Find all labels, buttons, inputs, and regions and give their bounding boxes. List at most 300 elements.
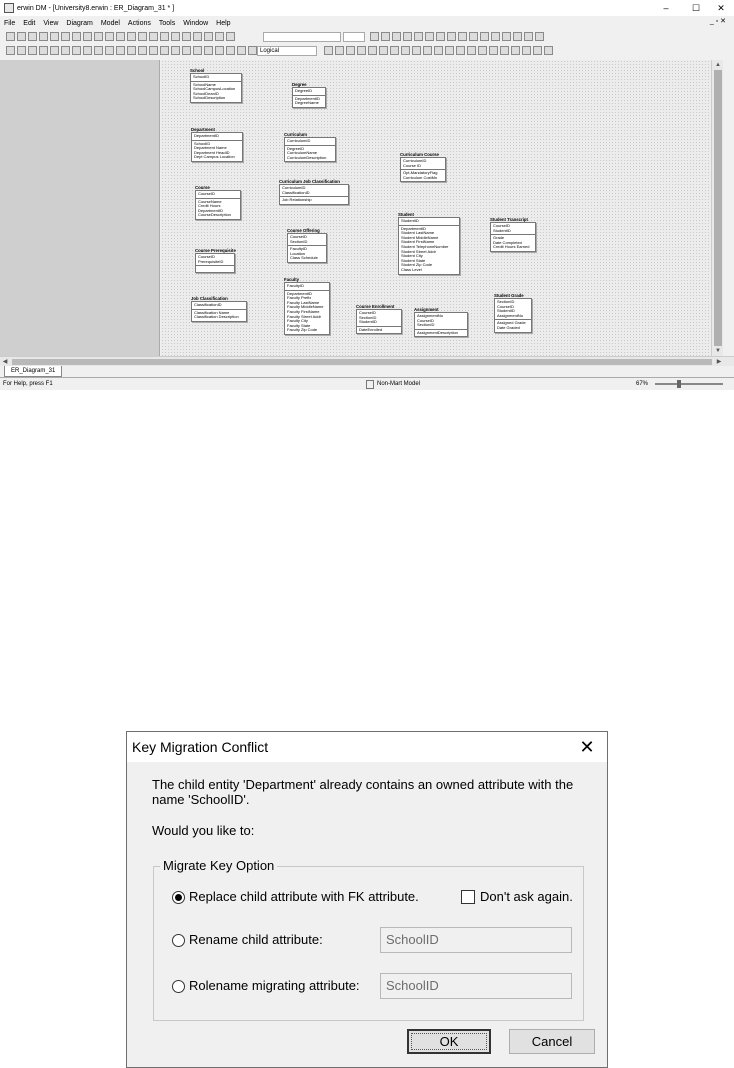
attribute-section	[491, 235, 535, 251]
toolbar-button-icon[interactable]	[215, 46, 224, 55]
toolbar-button-icon[interactable]	[370, 32, 379, 41]
attribute: SchoolName	[193, 82, 216, 87]
attribute-section	[192, 141, 242, 161]
scroll-right-icon[interactable]: ▶	[716, 359, 722, 365]
attribute: Student State	[401, 258, 426, 263]
attribute: Date Graded	[497, 325, 520, 330]
attribute: Credit Hours	[198, 204, 221, 209]
toolbar-button-icon[interactable]	[458, 32, 467, 41]
entity-name: Department	[191, 127, 215, 132]
entity-student-transcript[interactable]	[490, 217, 536, 252]
migrate-key-option-group	[153, 858, 584, 1021]
model-explorer-pane	[0, 60, 160, 356]
key-migration-conflict-dialog	[126, 731, 608, 1068]
toolbar-button-icon[interactable]	[357, 46, 366, 55]
pk-attribute: CourseID	[359, 311, 376, 315]
dont-ask-again-checkbox[interactable]	[461, 890, 475, 904]
entity-job-classification[interactable]	[191, 296, 247, 322]
primary-key-section	[192, 302, 246, 310]
toolbar-button-icon[interactable]	[94, 46, 103, 55]
status-help-text: For Help, press F1	[3, 381, 53, 387]
toolbar-button-icon[interactable]	[50, 32, 59, 41]
entity-name: Student	[398, 212, 414, 217]
entity-box	[279, 184, 349, 205]
toolbar-button-icon[interactable]	[138, 46, 147, 55]
attribute: Student MiddleName	[401, 235, 439, 240]
attribute: Faculty Prefix	[287, 296, 312, 301]
display-level-select[interactable]: Logical	[257, 46, 317, 56]
dialog-close-icon[interactable]: ✕	[579, 737, 595, 757]
group-label: Migrate Key Option	[160, 858, 277, 873]
entity-name: Curriculum Job Classification	[279, 179, 340, 184]
entity-assignment[interactable]	[414, 307, 468, 337]
attribute: SchoolDescription	[193, 96, 226, 101]
toolbar-button-icon[interactable]	[72, 46, 81, 55]
attribute-section	[285, 291, 329, 334]
menu-tools[interactable]: Tools	[158, 19, 176, 27]
pk-attribute: DepartmentID	[194, 134, 219, 138]
toolbar-button-icon[interactable]	[61, 46, 70, 55]
attribute: Student City	[401, 254, 423, 259]
toolbar-button-icon[interactable]	[193, 32, 202, 41]
entity-box	[414, 312, 468, 337]
attribute-section	[280, 197, 348, 204]
attribute: Faculty LastName	[287, 300, 320, 305]
attribute: Department Name	[194, 146, 227, 151]
attribute: Dept Campus Location	[194, 155, 235, 160]
attribute: Department HeadID	[194, 150, 230, 155]
attribute: SchoolID	[194, 141, 211, 146]
attribute-section	[192, 310, 246, 321]
vertical-scrollbar[interactable]	[711, 60, 723, 356]
entity-name: Curriculum Course	[400, 152, 439, 157]
attribute-section	[293, 96, 325, 107]
primary-key-section	[196, 254, 234, 266]
toolbar-row-1	[0, 31, 734, 43]
pk-attribute: CourseID	[497, 304, 514, 309]
toolbar-button-icon[interactable]	[72, 32, 81, 41]
entity-course-prerequisite[interactable]	[195, 248, 235, 273]
entity-course-enrollment[interactable]	[356, 304, 402, 334]
toolbar-button-icon[interactable]	[335, 46, 344, 55]
entity-curriculum[interactable]	[284, 132, 336, 162]
toolbar-button-icon[interactable]	[390, 46, 399, 55]
entity-box	[195, 190, 241, 220]
entity-box	[287, 233, 327, 263]
ok-button-label: OK	[439, 1034, 459, 1049]
cancel-button[interactable]: Cancel	[509, 1029, 595, 1054]
entity-school[interactable]	[190, 68, 242, 103]
attribute: SchoolDeanID	[193, 91, 219, 96]
attribute-section	[415, 330, 467, 337]
toolbar-button-icon[interactable]	[171, 46, 180, 55]
toolbar-button-icon[interactable]	[434, 46, 443, 55]
toolbar-button-icon[interactable]	[83, 32, 92, 41]
attribute: Student Zip Code	[401, 263, 433, 268]
attribute: CourseName	[198, 199, 222, 204]
attribute: Credit Hours Earned	[493, 245, 530, 250]
toolbar-button-icon[interactable]	[127, 46, 136, 55]
entity-name: Course Offering	[287, 228, 320, 233]
attribute: DepartmentID	[287, 291, 312, 296]
toolbar-button-icon[interactable]	[436, 32, 445, 41]
entity-department[interactable]	[191, 127, 243, 162]
attribute: DegreeName	[295, 101, 319, 106]
attribute: Classification Name	[194, 310, 230, 315]
scroll-up-icon[interactable]: ▲	[715, 62, 721, 68]
entity-box	[191, 132, 243, 162]
toolbar-button-icon[interactable]	[237, 46, 246, 55]
attribute-section	[357, 327, 401, 334]
toolbar-button-icon[interactable]	[544, 46, 553, 55]
pk-attribute: StudentID	[493, 228, 511, 233]
toolbar-button-icon[interactable]	[401, 46, 410, 55]
window-title: erwin DM - [University8.erwin : ER_Diagram_31 * ]	[17, 4, 175, 12]
minimize-button[interactable]: –	[663, 3, 669, 13]
replace-child-attribute-radio[interactable]	[172, 891, 185, 904]
attribute: Student FirstName	[401, 240, 435, 245]
primary-key-section	[192, 133, 242, 141]
entity-name: Student Grade	[494, 293, 524, 298]
entity-course-offering[interactable]	[287, 228, 327, 263]
horizontal-scroll-thumb[interactable]	[12, 359, 712, 365]
primary-key-section	[288, 234, 326, 246]
pk-attribute: SectionID	[497, 300, 515, 304]
title-bar	[0, 0, 734, 16]
toolbar-button-icon[interactable]	[392, 32, 401, 41]
attribute: Faculty MiddleName	[287, 305, 324, 310]
toolbar-button-icon[interactable]	[489, 46, 498, 55]
attribute: Grade	[493, 236, 505, 241]
attribute-section	[191, 82, 241, 102]
attribute-section	[495, 320, 531, 331]
entity-box	[494, 298, 532, 333]
pk-attribute: CourseID	[198, 192, 215, 196]
toolbar-button-icon[interactable]	[478, 46, 487, 55]
rolename-migrating-attribute-input[interactable]: SchoolID	[380, 973, 572, 999]
attribute: Student LastName	[401, 231, 435, 236]
attribute: Student Street Addr	[401, 249, 436, 254]
toolbar-button-icon[interactable]	[491, 32, 500, 41]
toolbar-button-icon[interactable]	[467, 46, 476, 55]
pk-attribute: CourseID	[290, 235, 307, 239]
entity-student-grade[interactable]	[494, 293, 532, 333]
toolbar-button-icon[interactable]	[116, 46, 125, 55]
toolbar-button-icon[interactable]	[17, 46, 26, 55]
menu-model[interactable]: Model	[100, 19, 120, 27]
attribute: Opt-MandatoryFlag	[403, 171, 438, 176]
diagram-canvas[interactable]	[161, 60, 711, 356]
pk-attribute: AssignmentNo	[497, 313, 524, 318]
erwin-app-window	[0, 0, 734, 390]
attribute: Class Level	[401, 267, 422, 272]
entity-box	[292, 87, 326, 108]
menu-view[interactable]: View	[43, 19, 59, 27]
entity-curriculum-job-classification[interactable]	[279, 179, 349, 205]
entity-box	[284, 282, 330, 335]
vertical-scroll-thumb[interactable]	[714, 70, 722, 346]
toolbar-button-icon[interactable]	[447, 32, 456, 41]
font-name-select[interactable]	[263, 32, 341, 42]
attribute: Faculty City	[287, 319, 308, 324]
entity-curriculum-course[interactable]	[400, 152, 446, 182]
toolbar-button-icon[interactable]	[381, 32, 390, 41]
toolbar-button-icon[interactable]	[502, 32, 511, 41]
attribute: CourseDescription	[198, 213, 231, 218]
toolbar-button-icon[interactable]	[105, 32, 114, 41]
toolbar-button-icon[interactable]	[226, 32, 235, 41]
attribute: Classification Description	[194, 315, 239, 320]
toolbar-button-icon[interactable]	[425, 32, 434, 41]
pk-attribute: SchoolID	[193, 75, 210, 79]
pk-attribute: CourseID	[493, 224, 510, 228]
pk-attribute: CurriculumID	[287, 139, 311, 143]
attribute: DegreeID	[287, 146, 305, 151]
pk-attribute: ClassificationID	[282, 190, 310, 195]
primary-key-section	[191, 74, 241, 82]
toolbar-button-icon[interactable]	[513, 32, 522, 41]
status-bar	[0, 378, 734, 390]
toolbar-button-icon[interactable]	[204, 46, 213, 55]
dialog-title: Key Migration Conflict	[127, 732, 607, 762]
status-zoom-level: 67%	[636, 381, 649, 387]
toolbar-button-icon[interactable]	[149, 46, 158, 55]
attribute: AssignmentDescription	[417, 330, 458, 335]
dialog-message: The child entity 'Department' already contains an owned attribute with the name 'SchoolID'.	[152, 777, 574, 807]
entity-name: School	[190, 68, 205, 73]
scroll-down-icon[interactable]: ▼	[715, 348, 721, 354]
toolbar-row-2	[0, 45, 734, 57]
maximize-button[interactable]: ☐	[691, 3, 701, 13]
attribute-section	[196, 266, 234, 272]
entity-name: Course Prerequisite	[195, 248, 236, 253]
pk-attribute: Course ID	[403, 163, 422, 168]
zoom-slider-handle[interactable]	[677, 380, 681, 388]
toolbar-button-icon[interactable]	[149, 32, 158, 41]
pk-attribute: CourseID	[198, 255, 215, 259]
toolbar-button-icon[interactable]	[248, 46, 257, 55]
toolbar-button-icon[interactable]	[423, 46, 432, 55]
toolbar-button-icon[interactable]	[403, 32, 412, 41]
attribute: Faculty Street Addr	[287, 314, 322, 319]
toolbar-button-icon[interactable]	[160, 32, 169, 41]
attribute-section	[196, 199, 240, 219]
toolbar-button-icon[interactable]	[368, 46, 377, 55]
attribute: SchoolCampusLocation	[193, 87, 236, 92]
rolename-migrating-attribute-radio[interactable]	[172, 980, 185, 993]
entity-name: Faculty	[284, 277, 300, 282]
replace-child-attribute-label[interactable]: Replace child attribute with FK attribute.	[189, 889, 419, 904]
toolbar-button-icon[interactable]	[533, 46, 542, 55]
toolbar-button-icon[interactable]	[456, 46, 465, 55]
attribute: Faculty State	[287, 323, 311, 328]
entity-box	[400, 157, 446, 182]
entity-name: Course Enrollment	[356, 304, 395, 309]
toolbar-button-icon[interactable]	[324, 46, 333, 55]
toolbar-button-icon[interactable]	[511, 46, 520, 55]
primary-key-section	[495, 299, 531, 320]
toolbar-button-icon[interactable]	[226, 46, 235, 55]
toolbar-button-icon[interactable]	[39, 32, 48, 41]
attribute: Location	[290, 251, 306, 256]
attribute: DepartmentID	[401, 226, 426, 231]
toolbar-button-icon[interactable]	[105, 46, 114, 55]
toolbar-button-icon[interactable]	[204, 32, 213, 41]
toolbar-button-icon[interactable]	[535, 32, 544, 41]
toolbar-button-icon[interactable]	[522, 46, 531, 55]
primary-key-section	[399, 218, 459, 226]
toolbar-button-icon[interactable]	[182, 32, 191, 41]
menu-edit[interactable]: Edit	[23, 19, 36, 27]
attribute: DepartmentID	[295, 96, 320, 101]
toolbar-button-icon[interactable]	[445, 46, 454, 55]
close-window-button[interactable]: ✕	[717, 3, 725, 13]
attribute: Job Relationship	[282, 198, 312, 203]
primary-key-section	[196, 191, 240, 199]
horizontal-scrollbar[interactable]	[0, 356, 734, 366]
menu-help[interactable]: Help	[216, 19, 231, 27]
diagram-tab-strip	[0, 366, 734, 378]
erwin-app-icon	[4, 3, 14, 13]
entity-course[interactable]	[195, 185, 241, 220]
entity-name: Course	[195, 185, 210, 190]
scroll-left-icon[interactable]: ◀	[2, 359, 8, 365]
font-size-select[interactable]	[343, 32, 365, 42]
entity-box	[190, 73, 242, 103]
pk-attribute: SectionID	[359, 315, 377, 320]
pk-attribute: StudentID	[497, 309, 515, 314]
attribute: DateEnrolled	[359, 327, 383, 332]
toolbar-button-icon[interactable]	[379, 46, 388, 55]
toolbar-button-icon[interactable]	[127, 32, 136, 41]
pk-attribute: FacultyID	[287, 284, 304, 288]
entity-name: Student Transcript	[490, 217, 528, 222]
toolbar-button-icon[interactable]	[524, 32, 533, 41]
toolbar-button-icon[interactable]	[6, 32, 15, 41]
menu-actions[interactable]: Actions	[127, 19, 151, 27]
pk-attribute: SectionID	[417, 323, 435, 328]
primary-key-section	[293, 88, 325, 96]
attribute-section	[399, 226, 459, 274]
pk-attribute: CurriculumID	[403, 159, 427, 163]
empty-attribute-area	[198, 267, 232, 271]
entity-box	[490, 222, 536, 252]
primary-key-section	[491, 223, 535, 235]
toolbar-button-icon[interactable]	[500, 46, 509, 55]
toolbar-button-icon[interactable]	[50, 46, 59, 55]
attribute: Curriculum CostMn	[403, 175, 438, 180]
entity-name: Job Classification	[191, 296, 228, 301]
toolbar-button-icon[interactable]	[17, 32, 26, 41]
menu-window[interactable]: Window	[183, 19, 209, 27]
rename-child-attribute-input[interactable]: SchoolID	[380, 927, 572, 953]
pk-attribute: StudentID	[359, 320, 377, 325]
tab-er-diagram-31[interactable]: ER_Diagram_31	[4, 366, 62, 377]
pk-attribute: CurriculumID	[282, 186, 306, 190]
attribute: Student TelephoneNumber	[401, 244, 449, 249]
attribute: Assigned Grade	[497, 321, 526, 326]
toolbar-button-icon[interactable]	[182, 46, 191, 55]
primary-key-section	[280, 185, 348, 197]
zoom-slider[interactable]	[655, 383, 723, 385]
entity-box	[195, 253, 235, 273]
attribute: FacultyID	[290, 247, 307, 252]
ok-button[interactable]	[407, 1029, 491, 1054]
entity-name: Assignment	[414, 307, 439, 312]
toolbar-button-icon[interactable]	[138, 32, 147, 41]
toolbar-button-icon[interactable]	[193, 46, 202, 55]
attribute: Faculty Zip Code	[287, 328, 318, 333]
toolbar-button-icon[interactable]	[469, 32, 478, 41]
toolbar-button-icon[interactable]	[6, 46, 15, 55]
entity-degree[interactable]	[292, 82, 326, 108]
pk-attribute: CourseID	[417, 318, 434, 323]
pk-attribute: DegreeID	[295, 89, 313, 93]
primary-key-section	[357, 310, 401, 327]
dont-ask-again-label[interactable]: Don't ask again.	[480, 889, 573, 904]
menu-diagram[interactable]: Diagram	[66, 19, 93, 27]
entity-student[interactable]	[398, 212, 460, 275]
toolbar-button-icon[interactable]	[83, 46, 92, 55]
dialog-question: Would you like to:	[152, 823, 255, 838]
entity-faculty[interactable]	[284, 277, 330, 335]
attribute: Class Schedule	[290, 256, 318, 261]
toolbar-button-icon[interactable]	[414, 32, 423, 41]
pk-attribute: StudentID	[401, 219, 419, 223]
attribute-section	[401, 170, 445, 181]
toolbar-button-icon[interactable]	[39, 46, 48, 55]
model-type-icon	[366, 380, 374, 389]
rolename-migrating-attribute-label[interactable]: Rolename migrating attribute:	[189, 978, 360, 993]
pk-attribute: AssignmentNo	[417, 314, 444, 318]
primary-key-section	[285, 283, 329, 291]
toolbar-button-icon[interactable]	[412, 46, 421, 55]
menu-file[interactable]: File	[4, 19, 16, 27]
primary-key-section	[401, 158, 445, 170]
attribute-section	[288, 246, 326, 262]
toolbar-button-icon[interactable]	[346, 46, 355, 55]
entity-name: Curriculum	[284, 132, 307, 137]
mdi-window-controls[interactable]: _ ▫ ✕	[709, 18, 726, 25]
toolbar-button-icon[interactable]	[94, 32, 103, 41]
attribute: Date Completed	[493, 240, 522, 245]
entity-box	[284, 137, 336, 162]
attribute: DepartmentID	[198, 208, 223, 213]
menu-bar	[0, 17, 734, 29]
toolbar-button-icon[interactable]	[28, 46, 37, 55]
entity-box	[356, 309, 402, 334]
attribute: CurriculumDescription	[287, 155, 327, 160]
toolbar-button-icon[interactable]	[28, 32, 37, 41]
attribute: Faculty FirstName	[287, 309, 320, 314]
attribute: CurriculumName	[287, 151, 318, 156]
rename-child-attribute-label[interactable]: Rename child attribute:	[189, 932, 323, 947]
primary-key-section	[285, 138, 335, 146]
right-gutter	[723, 60, 734, 356]
toolbar-button-icon[interactable]	[116, 32, 125, 41]
entity-box	[191, 301, 247, 322]
entity-name: Degree	[292, 82, 307, 87]
toolbar-button-icon[interactable]	[215, 32, 224, 41]
toolbar-button-icon[interactable]	[160, 46, 169, 55]
toolbar-button-icon[interactable]	[171, 32, 180, 41]
entity-box	[398, 217, 460, 275]
toolbar-button-icon[interactable]	[480, 32, 489, 41]
pk-attribute: PrerequisiteID	[198, 259, 224, 264]
toolbar-button-icon[interactable]	[61, 32, 70, 41]
rename-child-attribute-radio[interactable]	[172, 934, 185, 947]
attribute-section	[285, 146, 335, 162]
